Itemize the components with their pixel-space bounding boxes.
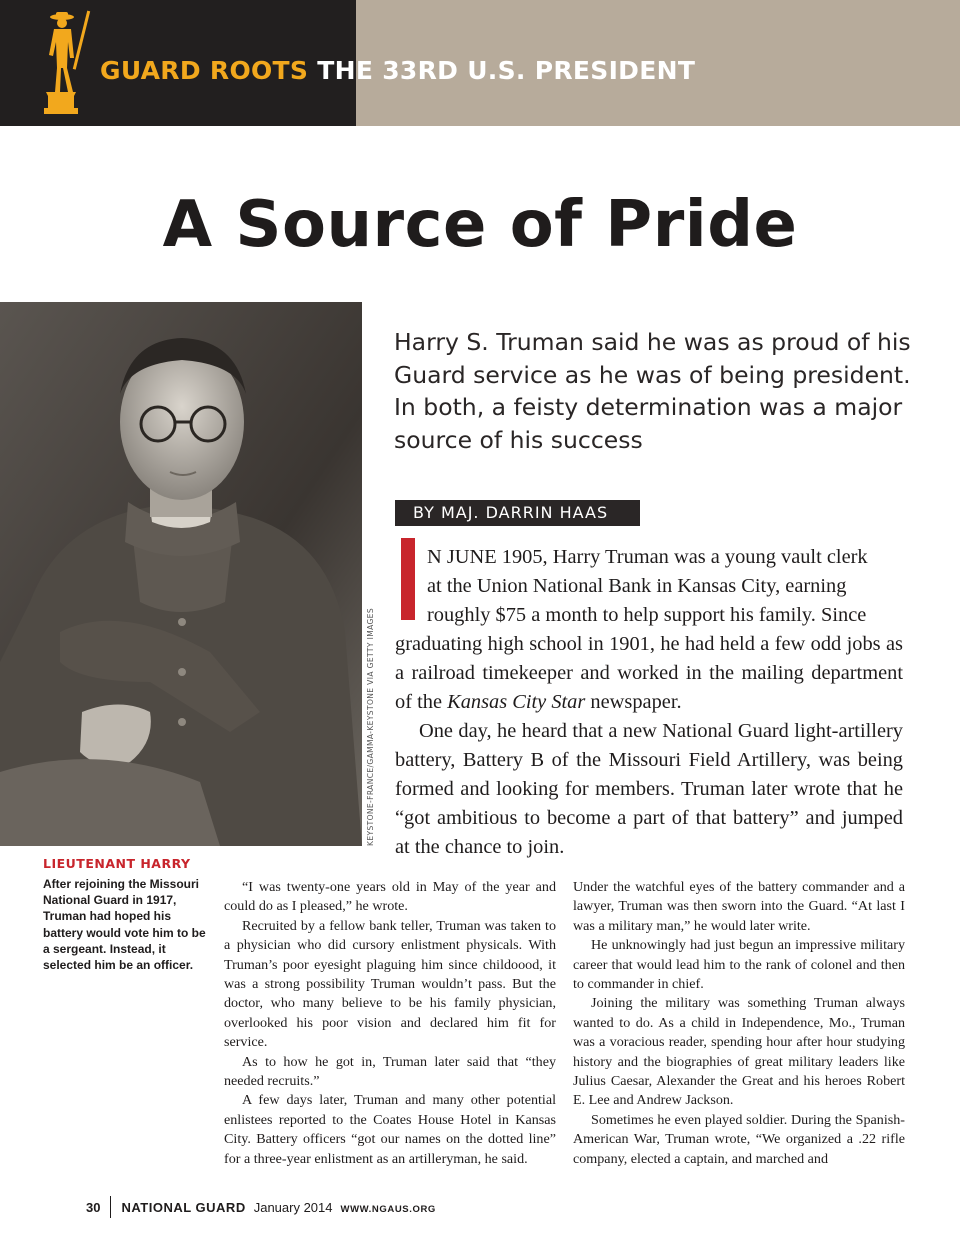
body-paragraph: Under the watchful eyes of the battery commander and a lawyer, Truman was then sworn into the Guard. “At last I was a military man,” he would later write. <box>573 879 905 934</box>
section-header <box>100 56 695 85</box>
lead-paragraph-2: One day, he heard that a new National Guard light-artillery battery, Battery B of the Missouri Field Artillery, was being formed and looking for members. Truman later wrote that he “got ambitious to become a part of that battery” and jumped at the chance to join. <box>395 720 903 858</box>
issue-date: January 2014 <box>253 1200 333 1215</box>
body-paragraph: “I was twenty-one years old in May of the year and could do as I pleased,” he wrote. <box>224 879 556 915</box>
body-paragraph: Sometimes he even played soldier. During the Spanish-American War, Truman wrote, “We organized a .22 rifle company, elected a captain, and marched and <box>573 1111 905 1167</box>
photo-credit: KEYSTONE-FRANCE/GAMMA-KEYSTONE VIA GETTY IMAGES <box>366 608 375 846</box>
page-number: 30 <box>86 1200 101 1215</box>
minuteman-statue-icon <box>40 8 96 116</box>
newspaper-title: Kansas City Star <box>447 691 586 713</box>
section-kicker: GUARD ROOTS <box>100 56 309 85</box>
lead-paragraph-1 <box>395 543 903 717</box>
lead-in: N JUNE 1905, <box>427 546 548 568</box>
footer-divider <box>110 1196 111 1218</box>
caption-body: After rejoining the Missouri National Guard in 1917, Truman had hoped his battery would vote him to be a sergeant. Instead, it selected him be an officer. <box>43 877 206 973</box>
body-paragraph: Joining the military was something Truman always wanted to do. As a child in Independence, Mo., Truman was a voracious reader, spending hour after hour studying history and the biographies of great military leaders like Julius Caesar, Alexander the Great and his heroes Robert E. Lee and Andrew Jackson. <box>573 995 905 1109</box>
lead-line-1 <box>395 543 903 572</box>
article-deck: Harry S. Truman said he was as proud of his Guard service as he was of being president. In both, a feisty determination was a major source of his success <box>394 328 911 454</box>
truman-portrait-photo <box>0 302 362 846</box>
section-subtitle: THE 33RD U.S. PRESIDENT <box>317 56 696 85</box>
lead-line-1-text: Harry Truman was a young vault clerk <box>547 546 868 568</box>
byline: BY MAJ. DARRIN HAAS <box>395 500 640 526</box>
body-paragraph: He unknowingly had just begun an impressive military career that would lead him to the rank of colonel and then to commander in chief. <box>573 937 905 993</box>
article-headline: A Source of Pride <box>162 188 798 262</box>
lead-line-3: roughly $75 a month to help support his family. Since <box>427 604 867 626</box>
body-column-2 <box>573 878 905 1169</box>
lead-line-2: at the Union National Bank in Kansas City, earning <box>427 575 847 597</box>
publication-name: NATIONAL GUARD <box>121 1200 246 1215</box>
body-column-1 <box>224 878 556 1169</box>
body-paragraph: As to how he got in, Truman later said that “they needed recruits.” <box>224 1053 556 1090</box>
lead-rest-b: newspaper. <box>585 691 682 713</box>
body-paragraph: Recruited by a fellow bank teller, Truman was taken to a physician who did cursory enlistment physicals. With Truman’s poor eyesight plaguing him since childoood, it was a strong possibility Truman wouldn’t pass. But the doctor, who many believe to be his family physician, overlooked his poor vision and declared him fit for service. <box>224 917 556 1051</box>
page-footer <box>86 1196 436 1218</box>
body-paragraph: A few days later, Truman and many other potential enlistees reported to the Coates House Hotel in Kansas City. Battery officers “got our names on the dotted line” for a three-year enlistment as an artilleryman, he said. <box>224 1092 556 1167</box>
caption-title: LIEUTENANT HARRY <box>43 856 191 871</box>
lead-rest-a: graduating high school in 1901, he had held a few odd jobs as a railroad timekeeper and worked in the mailing department of the <box>395 633 903 713</box>
lead-text <box>395 543 903 862</box>
website-url: WWW.NGAUS.ORG <box>340 1204 436 1215</box>
